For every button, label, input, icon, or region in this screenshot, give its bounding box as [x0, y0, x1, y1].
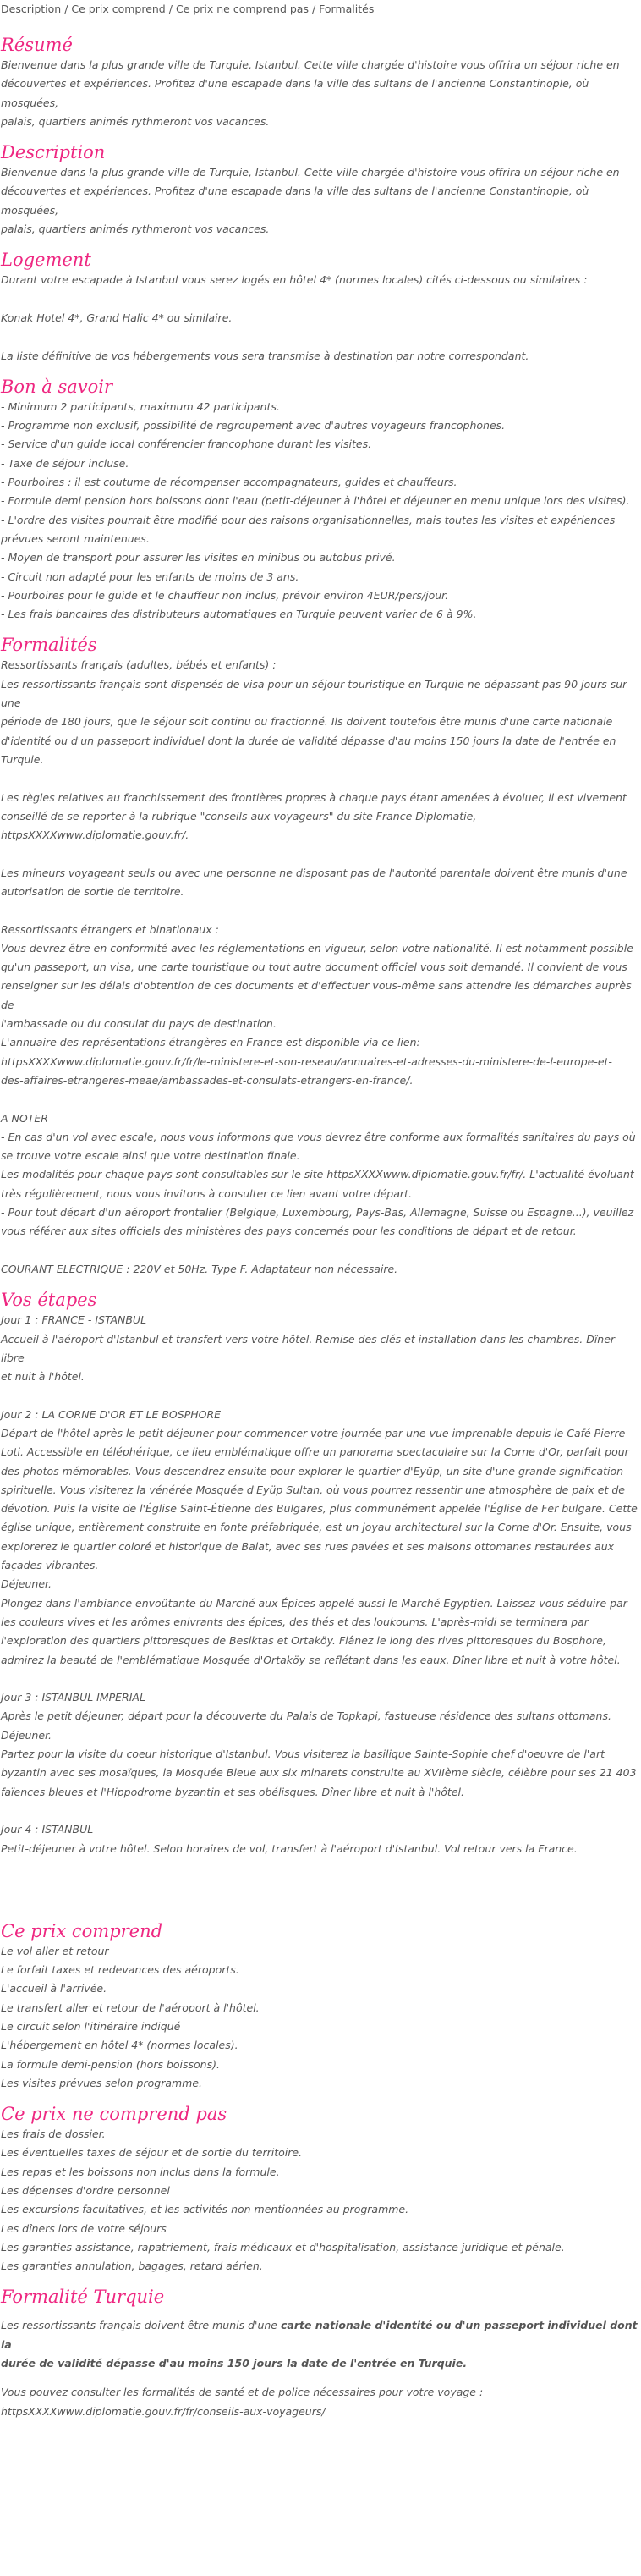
logement-heading: Logement	[1, 250, 91, 271]
text-line: - Circuit non adapté pour les enfants de moins de 3 ans.	[1, 570, 299, 583]
text-line: Ressortissants français (adultes, bébés et enfants) :	[1, 658, 277, 672]
text-line: - Les frais bancaires des distributeurs automatiques en Turquie peuvent varier de 6 à 9%.	[1, 608, 477, 621]
text-line: L'annuaire des représentations étrangères en France est disponible via ce lien:	[1, 1036, 420, 1049]
vos-etapes-heading: Vos étapes	[1, 1290, 97, 1311]
text-line: - Formule demi pension hors boissons dont l'eau (petit-déjeuner à l'hôtel et déjeuner en menu unique lors des visites).	[1, 494, 630, 508]
text-line: Les éventuelles taxes de séjour et de sortie du territoire.	[1, 2146, 303, 2160]
text-line	[1, 1386, 638, 1405]
formalite-turquie-line: Les ressortissants français doivent être munis d'une carte nationale d'identité ou d'un passeport individuel dont la	[1, 2319, 638, 2351]
text-line: Les mineurs voyageant seuls ou avec une personne ne disposant pas de l'autorité parentale doivent être munis d'une	[1, 866, 627, 879]
text-line: COURANT ELECTRIQUE : 220V et 50Hz. Type F. Adaptateur non nécessaire.	[1, 1262, 398, 1275]
text-line: des-affaires-etrangeres-meae/ambassades-et-consulats-etrangers-en-france/.	[1, 1073, 414, 1087]
text-line: Konak Hotel 4*, Grand Halic 4* ou similaire.	[1, 311, 233, 324]
formalite-turquie-heading: Formalité Turquie	[1, 2287, 165, 2308]
tab-separator: /	[168, 3, 173, 15]
formalite-turquie-line: Vous pouvez consulter les formalités de santé et de police nécessaires pour votre voyage :	[1, 2386, 484, 2399]
text-line: Jour 3 : ISTANBUL IMPERIAL	[1, 1691, 145, 1704]
formalites-text	[1, 656, 638, 1279]
text-line: Les garanties assistance, rapatriement, frais médicaux et d'hospitalisation, assistance juridique et pénale.	[1, 2240, 565, 2254]
text-line: des photos mémorables. Vous descendrez ensuite pour explorer le quartier d'Eyüp, un site d'une grande signification	[1, 1464, 624, 1478]
id-requirement-bold: carte nationale d'identité ou d'un passeport individuel dont la	[1, 2319, 638, 2351]
text-line: La liste définitive de vos hébergements vous sera transmise à destination par notre correspondant.	[1, 349, 529, 362]
text-line	[1, 1858, 638, 1877]
description-heading: Description	[1, 142, 106, 163]
text-line: se trouve votre escale ainsi que votre destination finale.	[1, 1149, 300, 1163]
text-line	[1, 845, 638, 863]
text-line: Les dîners lors de votre séjours	[1, 2221, 167, 2235]
text-line: renseigner sur les délais d'obtention de ces documents et d'effectuer vous-même sans attendre les démarches auprès de	[1, 979, 632, 1011]
text-line	[1, 1090, 638, 1109]
text-line	[1, 1802, 638, 1820]
logement-text	[1, 271, 638, 365]
description-text	[1, 163, 638, 239]
text-line: - Pour tout départ d'un aéroport frontalier (Belgique, Luxembourg, Pays-Bas, Allemagne, Suisse ou Espagne...), veuillez	[1, 1206, 634, 1219]
text-line: les couleurs vives et les arômes enivrants des épices, des thés et des loukoums. L'après-midi se terminera par	[1, 1615, 589, 1628]
text-line	[1, 1896, 638, 1914]
text-line: Les ressortissants français sont dispensés de visa pour un séjour touristique en Turquie ne dépassant pas 90 jours sur une	[1, 677, 627, 710]
text-line: période de 180 jours, que le séjour soit continu ou fractionné. Ils doivent toutefois être munis d'une carte nationale	[1, 715, 613, 729]
text-line: Le vol aller et retour	[1, 1944, 109, 1957]
text-line: - Moyen de transport pour assurer les visites en minibus ou autobus privé.	[1, 551, 396, 564]
text-line: Le forfait taxes et redevances des aéroports.	[1, 1963, 239, 1977]
text-line: Après le petit déjeuner, départ pour la découverte du Palais de Topkapi, fastueuse résidence des sultans ottomans.	[1, 1709, 611, 1723]
text-line: découvertes et expériences. Profitez d'une escapade dans la ville des sultans de l'ancienne Constantinople, où mosquées,	[1, 77, 589, 109]
formalite-turquie-line	[1, 2354, 638, 2373]
formalite-turquie-text	[1, 2316, 638, 2420]
text-line: dévotion. Puis la visite de l'Église Saint-Étienne des Bulgares, plus communément appelée l'Église de Fer bulgare. Cette	[1, 1502, 638, 1516]
text-line: explorerez le quartier coloré et historique de Balat, avec ses rues pavées et ses maisons ottomanes restaurées aux	[1, 1539, 615, 1553]
text-line: - Pourboires pour le guide et le chauffeur non inclus, prévoir environ 4EUR/pers/jour.	[1, 588, 449, 602]
text-line: Déjeuner.	[1, 1728, 52, 1742]
text-line: Petit-déjeuner à votre hôtel. Selon horaires de vol, transfert à l'aéroport d'Istanbul. Vol retour vers la France.	[1, 1841, 578, 1855]
bon-a-savoir-list	[1, 398, 638, 625]
text-line: Les frais de dossier.	[1, 2127, 106, 2141]
itinerary-text	[1, 1311, 638, 1915]
tab-separator: /	[64, 3, 68, 15]
text-line: admirez la beauté de l'emblématique Mosquée d'Ortaköy se reflétant dans les eaux. Dîner libre et nuit à votre hôtel.	[1, 1653, 621, 1666]
text-line: Bienvenue dans la plus grande ville de Turquie, Istanbul. Cette ville chargée d'histoire vous offrira un séjour riche en	[1, 58, 620, 71]
text-line: et nuit à l'hôtel.	[1, 1370, 85, 1384]
text-line: - Pourboires : il est coutume de récompenser accompagnateurs, guides et chauffeurs.	[1, 476, 457, 489]
text-line: Partez pour la visite du coeur historique d'Istanbul. Vous visiterez la basilique Sainte-Sophie chef d'oeuvre de l'art	[1, 1748, 605, 1761]
text-line	[1, 1241, 638, 1260]
tab-separator: /	[311, 3, 316, 15]
text-line: A NOTER	[1, 1111, 48, 1125]
text-line	[1, 769, 638, 788]
tab-ce-prix-comprend[interactable]: Ce prix comprend	[71, 3, 166, 15]
text-line	[1, 1877, 638, 1896]
text-line: autorisation de sortie de territoire.	[1, 884, 184, 898]
tab-description[interactable]: Description	[1, 3, 62, 15]
text-line: httpsXXXXwww.diplomatie.gouv.fr/.	[1, 828, 189, 842]
text-line: l'exploration des quartiers pittoresques de Besiktas et Ortaköy. Flânez le long des rives pittoresques du Bosphore,	[1, 1634, 606, 1648]
text-line: l'ambassade ou du consulat du pays de destination.	[1, 1017, 277, 1031]
id-requirement-bold: durée de validité dépasse d'au moins 150 jours la date de l'entrée en Turquie.	[1, 2357, 468, 2370]
text-line: Accueil à l'aéroport d'Istanbul et transfert vers votre hôtel. Remise des clés et installation dans les chambres. Dîner libre	[1, 1332, 616, 1364]
text-line: spirituelle. Vous visiterez la vénérée Mosquée d'Eyüp Sultan, où vous pourrez ressentir une atmosphère de paix et de	[1, 1483, 625, 1496]
text-line: - Minimum 2 participants, maximum 42 participants.	[1, 399, 280, 413]
text-line: Les dépenses d'ordre personnel	[1, 2183, 170, 2197]
text-line	[1, 901, 638, 920]
text-line: découvertes et expériences. Profitez d'une escapade dans la ville des sultans de l'ancienne Constantinople, où mosquées,	[1, 184, 589, 217]
diplomatie-link[interactable]: httpsXXXXwww.diplomatie.gouv.fr/fr/conseils-aux-voyageurs/	[1, 2404, 326, 2418]
text-line: faïences bleues et l'Hippodrome byzantin et ses obélisques. Dîner libre et nuit à l'hôtel.	[1, 1785, 464, 1798]
included-list	[1, 1942, 638, 2093]
text-line: prévues seront maintenues.	[1, 531, 150, 545]
text-line: Les règles relatives au franchissement des frontières propres à chaque pays étant amenées à évoluer, il est vivement	[1, 790, 627, 804]
text-line: Vous devrez être en conformité avec les réglementations en vigueur, selon votre nationalité. Il est notamment possible	[1, 941, 633, 955]
text-line: Les visites prévues selon programme.	[1, 2076, 203, 2089]
text-line: - Taxe de séjour incluse.	[1, 456, 129, 470]
text-line: Le transfert aller et retour de l'aéroport à l'hôtel.	[1, 2001, 260, 2014]
text-line: façades vibrantes.	[1, 1559, 99, 1572]
text-line: Les garanties annulation, bagages, retard aérien.	[1, 2260, 263, 2273]
text-line: httpsXXXXwww.diplomatie.gouv.fr/fr/le-ministere-et-son-reseau/annuaires-et-adresses-du-ministere-de-l-europe-et-	[1, 1054, 612, 1068]
text-line: byzantin avec ses mosaïques, la Mosquée Bleue aux six minarets construite au XVIIème siècle, célèbre pour ses 21 403	[1, 1766, 637, 1780]
text-line: Les modalités pour chaque pays sont consultables sur le site httpsXXXXwww.diplomatie.gouv.fr/fr/. L'actualité évoluant	[1, 1168, 634, 1181]
text-line: Déjeuner.	[1, 1577, 52, 1591]
text-line: Jour 4 : ISTANBUL	[1, 1823, 94, 1836]
text-line: Loti. Accessible en téléphérique, ce lieu emblématique offre un panorama spectaculaire sur la Corne d'Or, parfait pour	[1, 1445, 629, 1459]
text-line: Ressortissants étrangers et binationaux :	[1, 922, 219, 936]
text-line	[1, 290, 638, 309]
text-line	[1, 328, 638, 346]
text-line: La formule demi-pension (hors boissons).	[1, 2057, 220, 2071]
text-line: - Programme non exclusif, possibilité de regroupement avec d'autres voyageurs francophones.	[1, 419, 506, 432]
text-line: Jour 2 : LA CORNE D'OR ET LE BOSPHORE	[1, 1407, 222, 1421]
text-line: Les repas et les boissons non inclus dans la formule.	[1, 2165, 280, 2178]
tab-ce-prix-ne-comprend-pas[interactable]: Ce prix ne comprend pas	[175, 3, 309, 15]
bon-a-savoir-heading: Bon à savoir	[1, 376, 113, 397]
text-line: Jour 1 : FRANCE - ISTANBUL	[1, 1313, 147, 1327]
text-line: palais, quartiers animés rythmeront vos vacances.	[1, 223, 270, 236]
text-line: conseillé de se reporter à la rubrique "conseils aux voyageurs" du site France Diplomatie,	[1, 809, 477, 823]
text-line: Le circuit selon l'itinéraire indiqué	[1, 2019, 181, 2033]
text-line: très régulièrement, nous vous invitons à consulter ce lien avant votre départ.	[1, 1186, 412, 1200]
formalites-heading: Formalités	[1, 635, 97, 656]
text-line: qu'un passeport, un visa, une carte touristique ou tout autre document officiel vous soit demandé. Il convient de vous	[1, 960, 627, 974]
text-line: - Service d'un guide local conférencier francophone durant les visites.	[1, 438, 372, 451]
text-line: - En cas d'un vol avec escale, nous vous informons que vous devrez être conforme aux formalités sanitaires du pays où	[1, 1130, 636, 1143]
text-line: Durant votre escapade à Istanbul vous serez logés en hôtel 4* (normes locales) cités ci-dessous ou similaires :	[1, 273, 588, 287]
resume-text	[1, 56, 638, 131]
text-line: Turquie.	[1, 752, 44, 766]
section-tabs	[1, 0, 638, 19]
tab-formalites[interactable]: Formalités	[319, 3, 375, 15]
text-line: Plongez dans l'ambiance envoûtante du Marché aux Épices appelé aussi le Marché Egyptien. Laissez-vous séduire par	[1, 1596, 627, 1610]
text-line: - L'ordre des visites pourrait être modifié pour des raisons organisationnelles, mais toutes les visites et expériences	[1, 513, 616, 526]
text-line: palais, quartiers animés rythmeront vos vacances.	[1, 114, 270, 128]
ce-prix-comprend-heading: Ce prix comprend	[1, 1920, 163, 1941]
ce-prix-ne-comprend-pas-heading: Ce prix ne comprend pas	[1, 2104, 227, 2125]
text-line: L'hébergement en hôtel 4* (normes locales).	[1, 2039, 238, 2052]
text-line: église unique, entièrement construite en fonte préfabriquée, est un joyau architectural sur la Corne d'Or. Ensuite, vous	[1, 1521, 632, 1534]
text-line: vous référer aux sites officiels des ministères des pays concernés pour les conditions de départ et de retour.	[1, 1225, 577, 1238]
text-line: Les excursions facultatives, et les activités non mentionnées au programme.	[1, 2203, 409, 2216]
text-line: Départ de l'hôtel après le petit déjeuner pour commencer votre journée par une vue imprenable depuis le Café Pierre	[1, 1427, 626, 1439]
text-line	[1, 1670, 638, 1688]
text-line: L'accueil à l'arrivée.	[1, 1982, 107, 1995]
resume-heading: Résumé	[1, 35, 73, 55]
text-line: Bienvenue dans la plus grande ville de Turquie, Istanbul. Cette ville chargée d'histoire vous offrira un séjour riche en	[1, 166, 620, 179]
text-line: d'identité ou d'un passeport individuel dont la durée de validité dépasse d'au moins 150 jours la date de l'entrée en	[1, 734, 616, 747]
not-included-list	[1, 2125, 638, 2276]
